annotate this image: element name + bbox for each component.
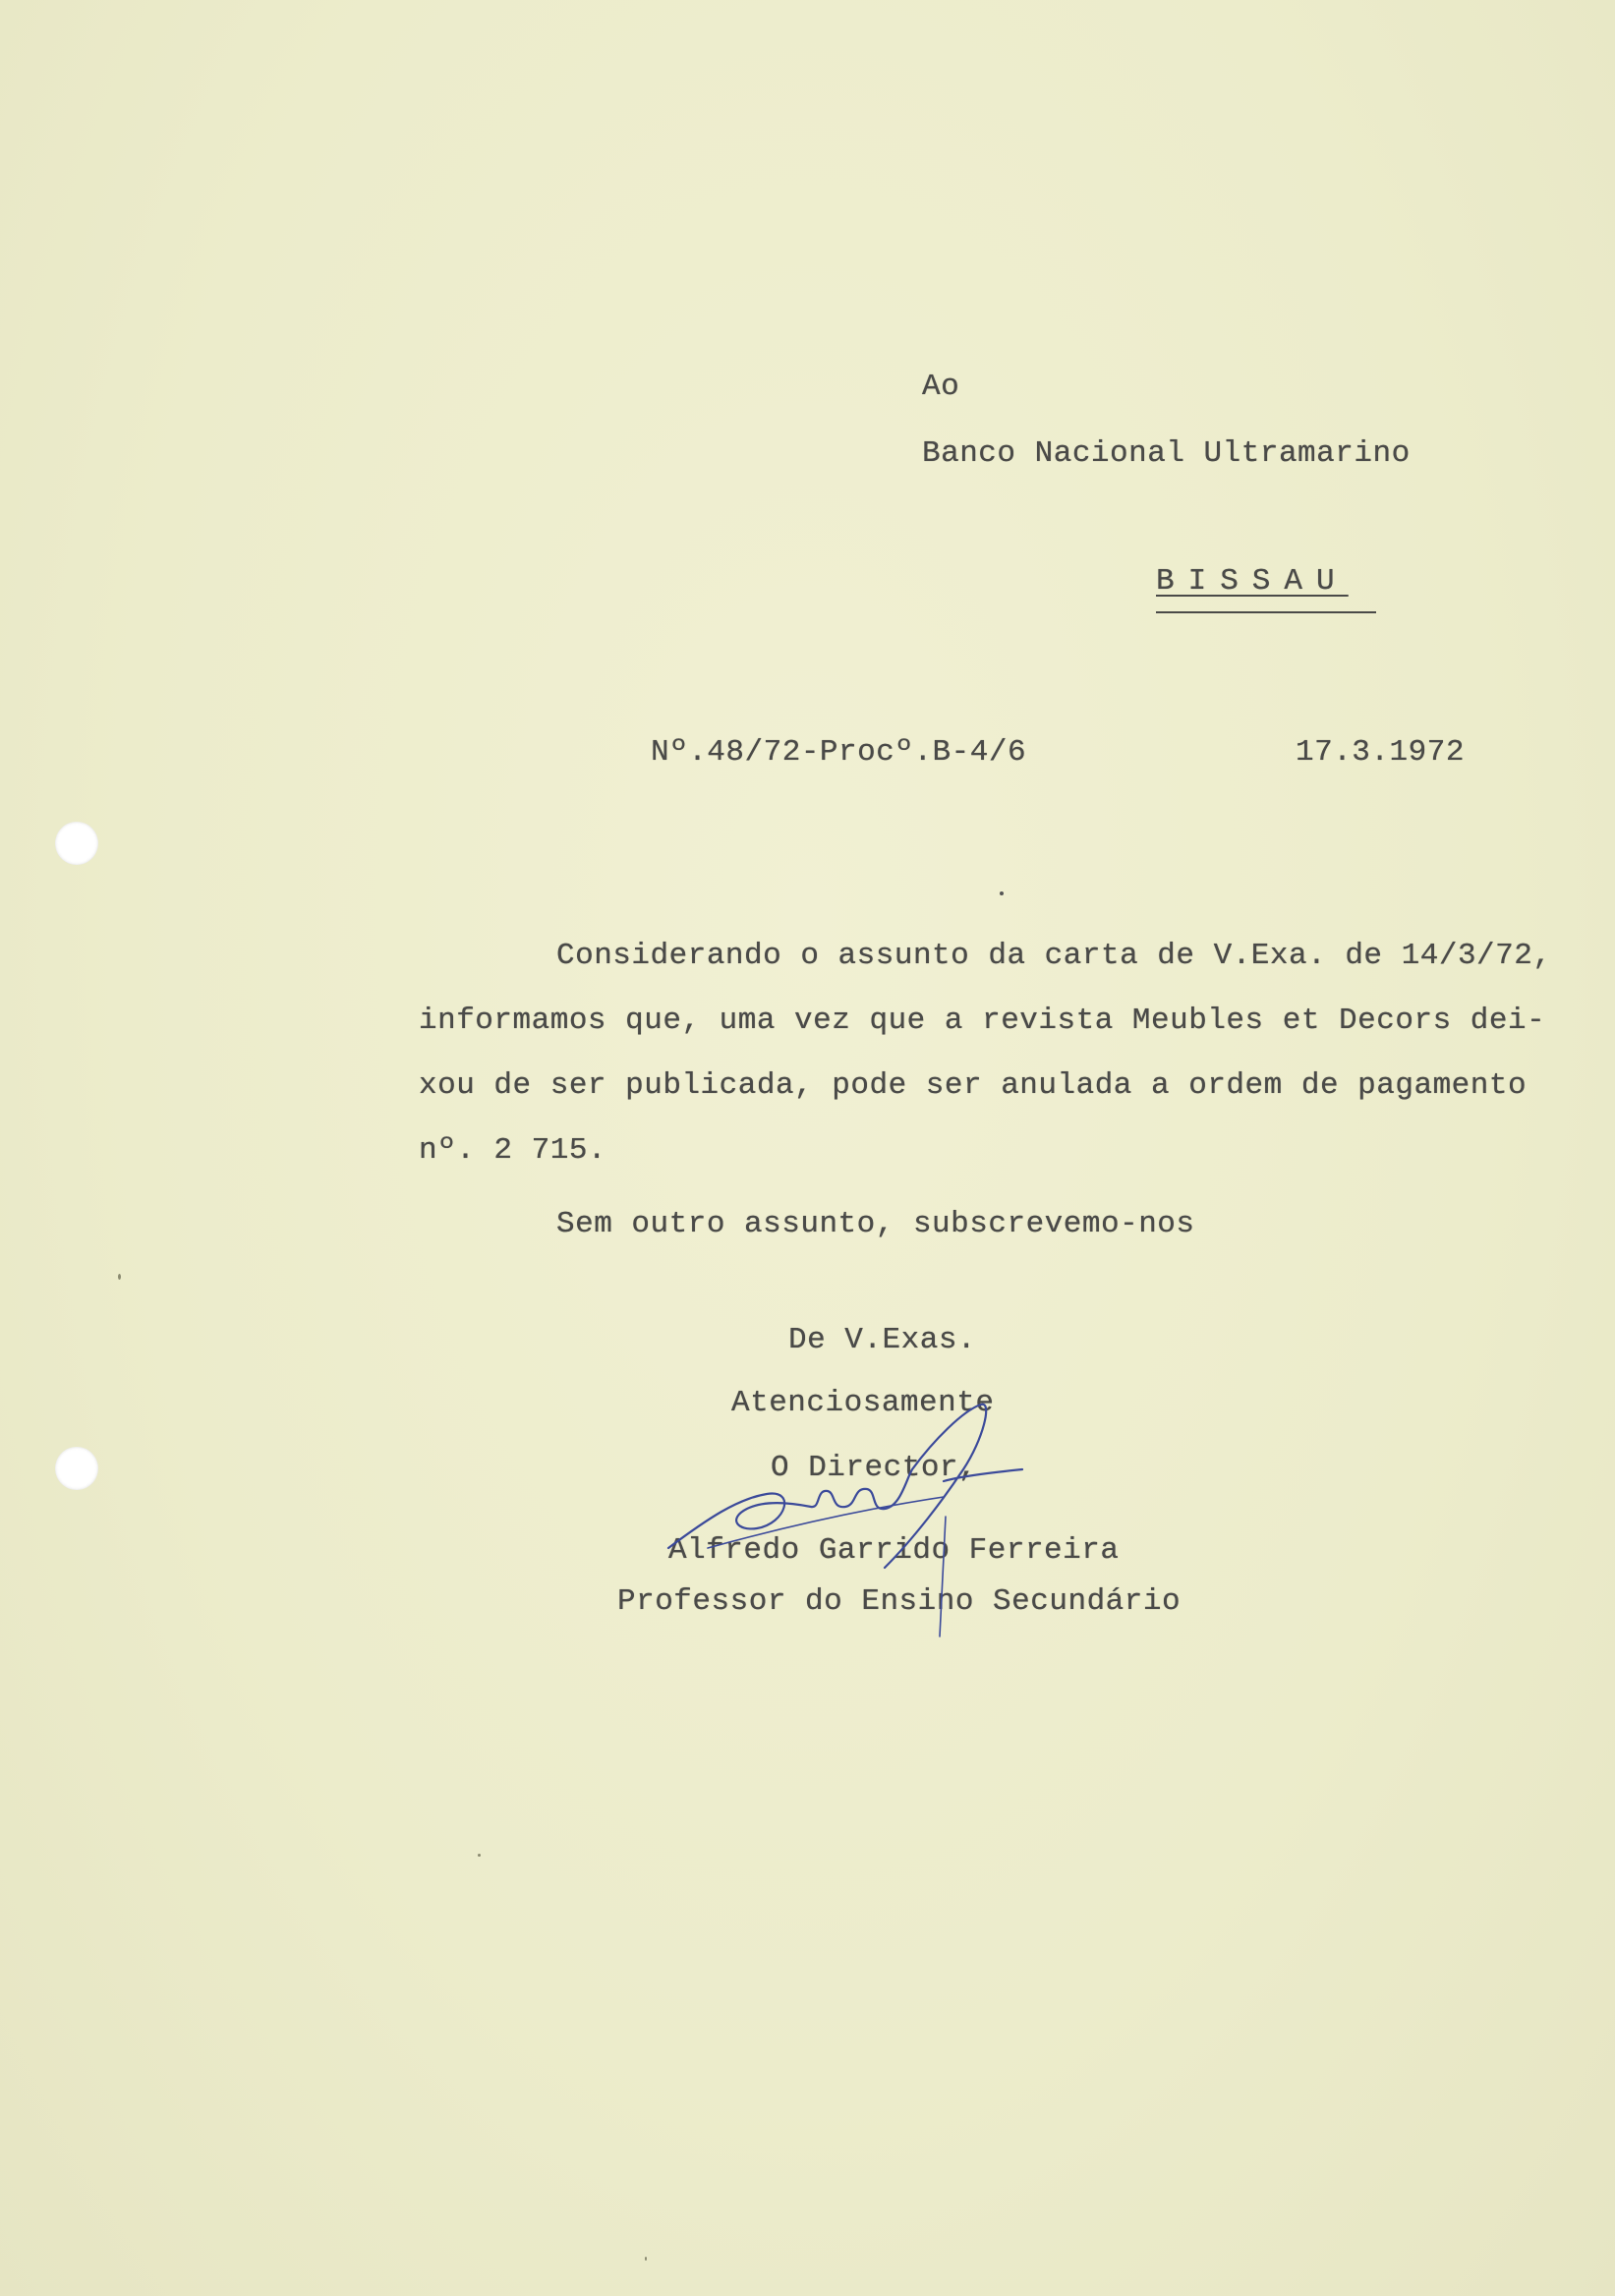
- signoff-regards: Atenciosamente: [731, 1386, 995, 1420]
- body-line: Considerando o assunto da carta de V.Exa. de 14/3/72,: [556, 939, 1552, 973]
- body-line: informamos que, uma vez que a revista Meubles et Decors dei-: [419, 1004, 1546, 1038]
- recipient-name: Banco Nacional Ultramarino: [922, 436, 1411, 471]
- signatory-title: Professor do Ensino Secundário: [617, 1584, 1182, 1619]
- handwritten-signature: [649, 1401, 1101, 1656]
- reference-number: Nº.48/72-Procº.B-4/6: [651, 735, 1027, 770]
- body-line: nº. 2 715.: [419, 1133, 607, 1168]
- stray-mark: [1000, 891, 1004, 895]
- closing-line: Sem outro assunto, subscrevemo-nos: [556, 1207, 1195, 1241]
- letter-body: [419, 924, 1588, 1183]
- recipient-city: BISSAU: [1156, 564, 1349, 599]
- city-double-underline: [1156, 611, 1376, 613]
- paper-speck: [478, 1854, 481, 1857]
- signoff-salutation: De V.Exas.: [788, 1323, 977, 1357]
- letter-date: 17.3.1972: [1296, 735, 1465, 770]
- body-line: xou de ser publicada, pode ser anulada a ordem de pagamento: [419, 1068, 1528, 1103]
- paper-speck: [118, 1274, 121, 1280]
- paper-speck: [645, 2257, 647, 2261]
- recipient-salutation: Ao: [922, 370, 960, 404]
- signoff-role: O Director,: [771, 1451, 978, 1485]
- signatory-name: Alfredo Garrido Ferreira: [668, 1533, 1120, 1568]
- punch-hole-top: [55, 822, 98, 865]
- punch-hole-bottom: [55, 1447, 98, 1490]
